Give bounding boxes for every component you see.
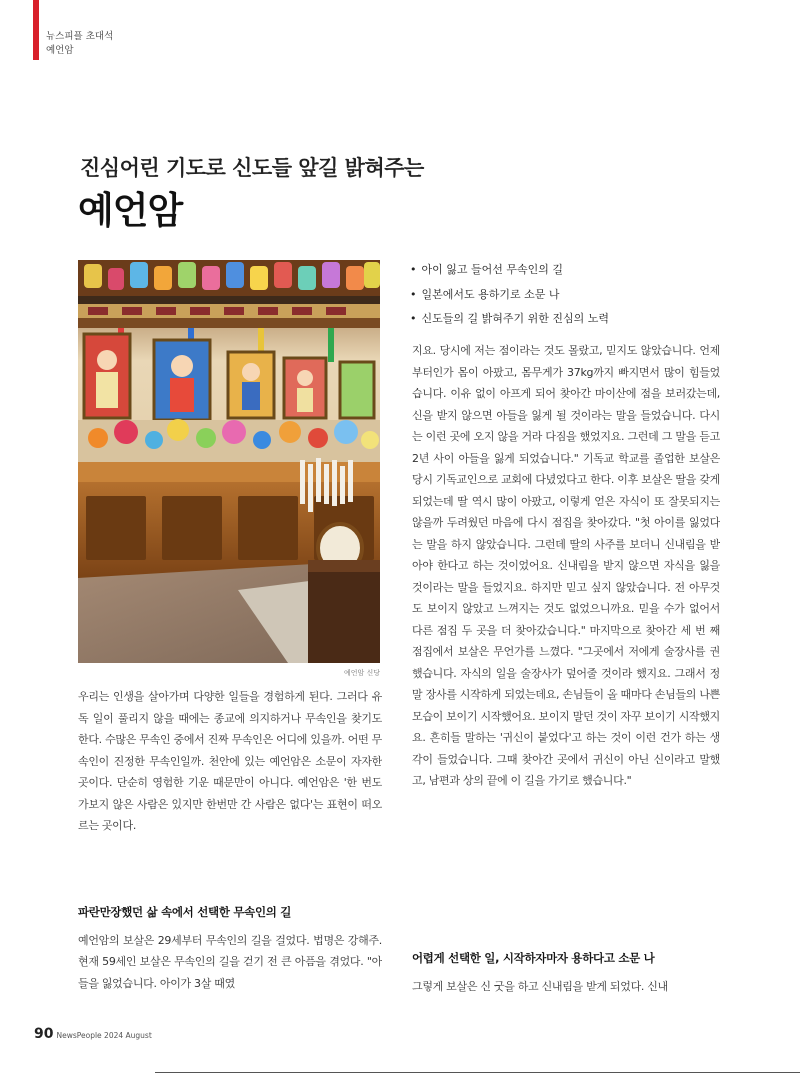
page-footer bbox=[34, 1026, 152, 1042]
section-label bbox=[46, 30, 113, 58]
highlight-item: • 아이 잃고 들어선 무속인의 길 bbox=[410, 258, 730, 283]
highlight-item: • 신도들의 길 밝혀주기 위한 진심의 노력 bbox=[410, 307, 730, 332]
article-subtitle: 진심어린 기도로 신도들 앞길 밝혀주는 bbox=[80, 156, 424, 180]
photo-caption: 예언암 신당 bbox=[343, 669, 380, 677]
shrine-photo bbox=[78, 260, 380, 663]
highlight-item: • 일본에서도 용하기로 소문 나 bbox=[410, 283, 730, 308]
left-column bbox=[78, 686, 382, 1038]
page-number: 90 bbox=[34, 1026, 54, 1042]
right-column bbox=[412, 340, 720, 1000]
section-name: 뉴스피플 초대석 bbox=[46, 31, 114, 42]
body-paragraph: 그렇게 보살은 신 굿을 하고 신내림을 받게 되었다. 신내 bbox=[412, 979, 668, 993]
section-heading: 어렵게 선택한 일, 시작하자마자 용하다고 소문 나 bbox=[412, 951, 655, 965]
article-title: 예언암 bbox=[78, 189, 183, 232]
section-heading: 파란만장했던 삶 속에서 선택한 무속인의 길 bbox=[78, 905, 292, 919]
magazine-name: NewsPeople 2024 August bbox=[56, 1031, 152, 1040]
section-subname: 예언암 bbox=[46, 45, 74, 56]
article-highlights bbox=[410, 258, 730, 332]
section-accent-bar bbox=[33, 0, 39, 60]
body-paragraph: 예언암의 보살은 29세부터 무속인의 길을 걸었다. 법명은 강해주. 현재 59세인 보살은 무속인의 길을 걷기 전 큰 아픔을 겪었다. "아들을 잃었습니다. 아이가 3살 때였 bbox=[78, 933, 382, 990]
footer-rule bbox=[155, 1072, 800, 1073]
intro-paragraph: 우리는 인생을 살아가며 다양한 일들을 경험하게 된다. 그러다 유독 일이 풀리지 않을 때에는 종교에 의지하거나 무속인을 찾기도 한다. 수많은 무속인 중에서 진짜 무속인은 어디에 있을까. 어떤 무속인이 진정한 무속인일까. 천안에 있는 예언암은 소문이 자자한 곳이다. 단순히 영험한 기운 때문만이 아니다. 예언암은 '한 번도 가보지 않은 사람은 있지만 한번만 간 사람은 없다'는 표현이 떠오르는 곳이다. bbox=[78, 690, 382, 832]
body-paragraph: 지요. 당시에 저는 점이라는 것도 몰랐고, 믿지도 않았습니다. 언제부터인가 몸이 아팠고, 몸무게가 37kg까지 빠지면서 많이 힘들었습니다. 이유 없이 아프게 되어 찾아간 마이산에 점을 보러갔는데, 신을 받지 않으면 아들을 잃게 될 것이라는 말을 들었습니다. 다시는 이런 곳에 오지 않을 거라 다짐을 했었지요. 그런데 그 말을 듣고 2년 사이 아들을 잃게 되었습니다." 기독교 학교를 졸업한 보살은 당시 기독교인으로 교회에 다녔었다고 한다. 이후 보살은 딸을 갖게 되었는데 딸 역시 많이 아팠고, 이렇게 얻은 자식이 또 잘못되지는 않을까 두려웠던 마음에 다시 점집을 찾아갔다. "첫 아이를 잃었다는 말을 하지 않았습니다. 그런데 딸의 사주를 보더니 신내림을 받아야 한다고 하는 것이었어요. 신내림을 받지 않으면 자식을 잃을 것이라는 말을 들었지요. 하지만 믿고 싶지 않았습니다. 전 아무것도 보이지 않았고 느껴지는 것도 없었으니까요. 믿을 수가 없어서 다른 점집 두 곳을 더 찾아갔습니다." 마지막으로 찾아간 세 번 째 점집에서 보살은 무언가를 느꼈다. "그곳에서 저에게 술장사를 권했습니다. 자식의 일을 술장사가 덮어줄 것이라 했지요. 그래서 정말 장사를 시작하게 되었는데요, 손님들이 올 때마다 손님들의 나쁜 모습이 보이기 시작했어요. 보이지 말던 것이 자꾸 보이기 시작했지요. 흔히들 말하는 '귀신이 붙었다'고 하는 것이 이런 건가 하는 생각이 들었습니다. 그때 찾아간 곳에서 귀신이 아닌 신이라고 말했고, 남편과 상의 끝에 이 길을 가기로 했습니다." bbox=[412, 344, 720, 787]
